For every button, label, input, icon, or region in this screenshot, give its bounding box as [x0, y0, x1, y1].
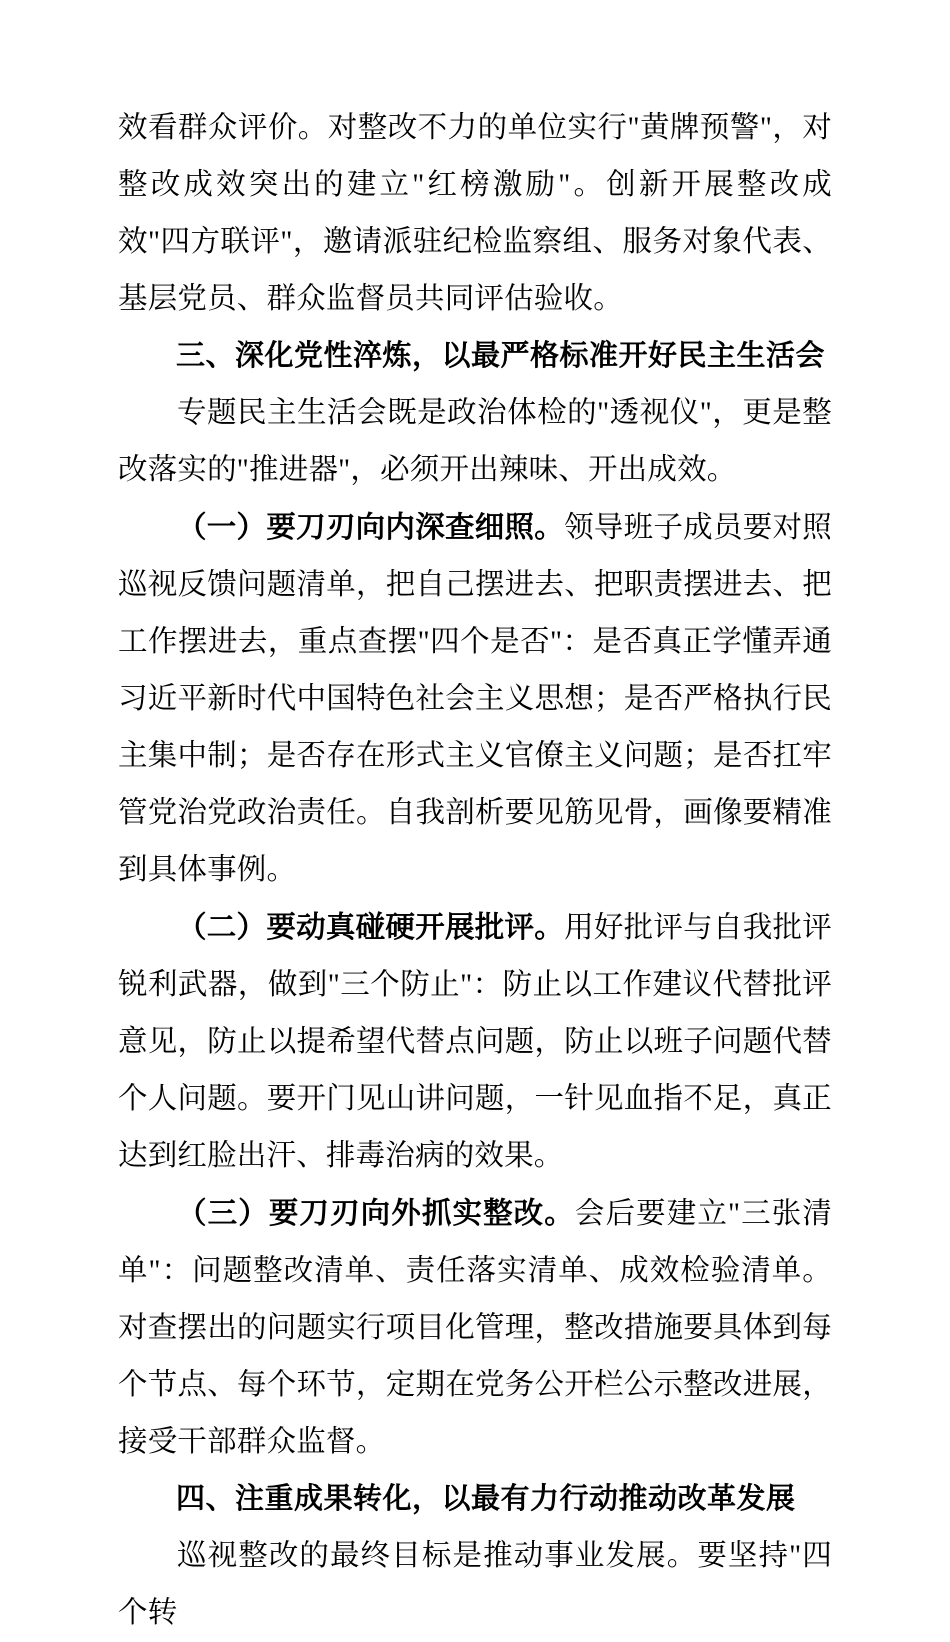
paragraph-item-two [118, 899, 832, 1185]
document-body [118, 100, 832, 1642]
item-one-label: （一）要刀刃向内深查细照。 [177, 511, 565, 544]
section-heading-four: 四、注重成果转化，以最有力行动推动改革发展 [176, 1483, 796, 1515]
item-three-label: （三）要刀刃向外抓实整改。 [177, 1197, 575, 1230]
paragraph-continuation: 效看群众评价。对整改不力的单位实行"黄牌预警"，对整改成效突出的建立"红榜激励"。创新开展整改成效"四方联评"，邀请派驻纪检监察组、服务对象代表、基层党员、群众监督员共同评估验收。 [118, 112, 832, 315]
paragraph-lead-three: 专题民主生活会既是政治体检的"透视仪"，更是整改落实的"推进器"，必须开出辣味、开出成效。 [118, 397, 832, 486]
item-three-text: 会后要建立"三张清单"：问题整改清单、责任落实清单、成效检验清单。对查摆出的问题实行项目化管理，整改措施要具体到每个节点、每个环节，定期在党务公开栏公示整改进展，接受干部群众监督。 [118, 1198, 833, 1458]
item-two-text: 用好批评与自我批评锐利武器，做到"三个防止"：防止以工作建议代替批评意见，防止以提希望代替点问题，防止以班子问题代替个人问题。要开门见山讲问题，一针见血指不足，真正达到红脸出汗、排毒治病的效果。 [118, 912, 832, 1172]
section-heading-three: 三、深化党性淬炼，以最严格标准开好民主生活会 [176, 340, 826, 372]
paragraph-lead-four: 巡视整改的最终目标是推动事业发展。要坚持"四个转 [118, 1540, 832, 1629]
paragraph-item-one [118, 499, 832, 899]
paragraph-item-three [118, 1185, 832, 1471]
item-two-label: （二）要动真碰硬开展批评。 [177, 911, 565, 944]
item-one-text: 领导班子成员要对照巡视反馈问题清单，把自己摆进去、把职责摆进去、把工作摆进去，重点查摆"四个是否"：是否真正学懂弄通习近平新时代中国特色社会主义思想；是否严格执行民主集中制；是否存在形式主义官僚主义问题；是否扛牢管党治党政治责任。自我剖析要见筋见骨，画像要精准到具体事例。 [118, 512, 832, 886]
